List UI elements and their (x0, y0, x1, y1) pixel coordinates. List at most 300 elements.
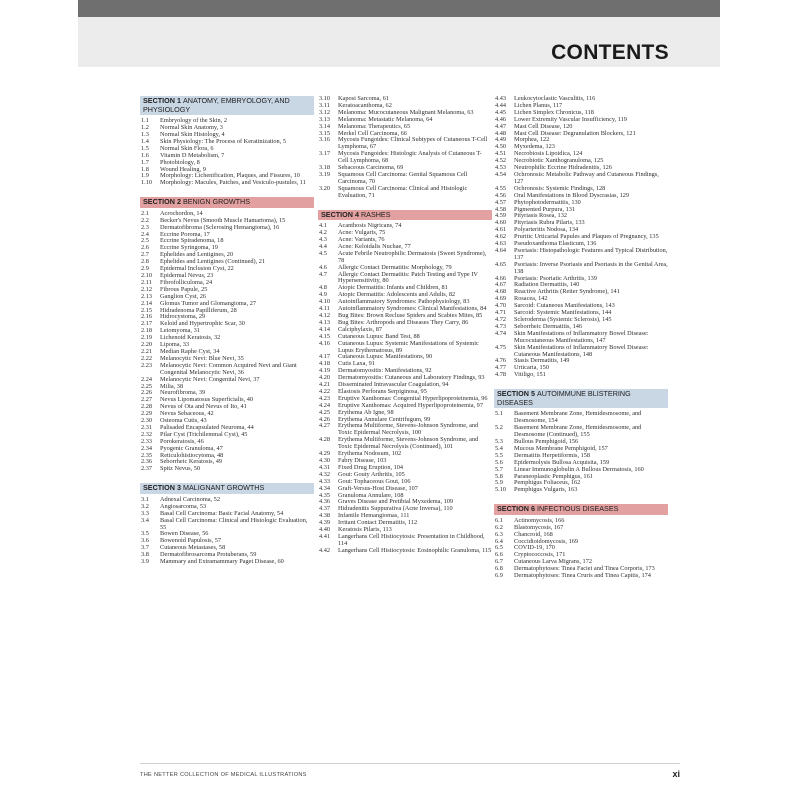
entry-number: 2.8 (141, 258, 149, 266)
entry-title: Merkel Cell Carcinoma, 66 (338, 129, 407, 137)
entry-title: Urticaria, 150 (514, 364, 549, 372)
entry-title: Ochronosis: Metabolic Pathway and Cutaneous Findings, 127 (514, 170, 659, 185)
entry-title: Oral Manifestations in Blood Dyscrasias, 129 (514, 191, 630, 199)
entry-title: Atopic Dermatitis: Infants and Children, 81 (338, 284, 448, 292)
entry-title: Erythema Ab Igne, 98 (338, 408, 394, 416)
entry-number: 3.18 (319, 164, 331, 172)
entry-number: 2.31 (141, 423, 153, 431)
toc-entry[interactable] (318, 186, 492, 200)
entry-title: Ganglion Cyst, 26 (160, 292, 207, 300)
entry-number: 4.9 (319, 291, 327, 299)
entry-number: 4.17 (319, 353, 331, 361)
entry-title: Calciphylaxis, 87 (338, 325, 383, 333)
entry-number: 4.36 (319, 498, 331, 506)
entry-number: 4.62 (495, 233, 507, 241)
section-name: ANATOMY, EMBRYOLOGY, AND PHYSIOLOGY (143, 96, 290, 114)
entry-title: Mucous Membrane Pemphigoid, 157 (514, 444, 608, 452)
entry-number: 4.10 (319, 298, 331, 306)
entry-title: Lichen Simplex Chronicus, 118 (514, 108, 594, 116)
entry-title: COVID-19, 170 (514, 544, 555, 552)
entry-title: Disseminated Intravascular Coagulation, 94 (338, 381, 449, 389)
toc-entry[interactable] (318, 137, 492, 151)
entry-title: Hidradenoma Papilliferum, 28 (160, 306, 237, 314)
entry-number: 4.39 (319, 519, 331, 527)
entry-number: 4.72 (495, 316, 507, 323)
entry-title: Melanoma: Therapeutics, 65 (338, 122, 411, 130)
entry-number: 4.8 (319, 284, 327, 292)
toc-entry[interactable] (318, 272, 492, 286)
toc-entry[interactable] (494, 425, 668, 439)
entry-title: Paraneoplastic Pemphigus, 161 (514, 472, 593, 480)
entry-number: 4.1 (319, 222, 327, 230)
entry-number: 6.9 (495, 572, 503, 580)
entry-title: Phytophotodermatitis, 130 (514, 198, 581, 206)
entry-number: 4.32 (319, 470, 331, 478)
footer-text: THE NETTER COLLECTION OF MEDICAL ILLUSTRATIONS (140, 772, 307, 778)
entry-number: 2.19 (141, 334, 153, 342)
entry-title: Ochronosis: Systemic Findings, 128 (514, 184, 606, 192)
entry-title: Osteoma Cutis, 43 (160, 417, 207, 425)
toc-section (318, 210, 492, 555)
entry-number: 4.11 (319, 305, 330, 313)
toc-entry[interactable] (318, 423, 492, 437)
entry-number: 2.30 (141, 417, 153, 425)
entry-number: 4.18 (319, 360, 331, 368)
entry-number: 2.20 (141, 341, 153, 349)
entry-title: Pseudoxanthoma Elasticum, 136 (514, 240, 597, 248)
entry-number: 4.44 (495, 101, 507, 109)
entry-title: Photobiology, 8 (160, 158, 200, 166)
entry-number: 1.6 (141, 151, 149, 159)
entry-number: 4.58 (495, 205, 507, 213)
entry-number: 3.7 (141, 544, 149, 552)
entry-number: 4.3 (319, 236, 327, 243)
entry-number: 3.2 (141, 502, 149, 510)
entry-number: 4.53 (495, 164, 507, 172)
entry-number: 4.21 (319, 381, 331, 389)
entry-number: 4.78 (495, 371, 507, 379)
entry-number: 4.73 (495, 322, 507, 330)
entry-title: Acute Febrile Neutrophilic Dermatosis (Sweet Syndrome), 78 (338, 249, 487, 264)
entry-title: Normal Skin Flora, 6 (160, 144, 214, 152)
entry-title: Basal Cell Carcinoma: Basic Facial Anatomy, 54 (160, 509, 284, 517)
entry-number: 6.7 (495, 558, 503, 566)
entry-number: 4.24 (319, 401, 331, 409)
entry-title: Cutaneous Larva Migrans, 172 (514, 558, 592, 566)
entry-number: 3.17 (319, 150, 331, 158)
entry-title: Nevus Lipomatosus Superficialis, 40 (160, 396, 254, 404)
entry-number: 3.3 (141, 509, 149, 517)
page-title: CONTENTS (551, 41, 669, 64)
entry-title: Mycosis Fungoides: Histologic Analysis of Cutaneous T-Cell Lymphoma, 68 (338, 150, 482, 165)
toc-entry[interactable] (140, 363, 314, 377)
entry-number: 4.63 (495, 240, 507, 248)
entry-title: Pemphigus Vulgaris, 163 (514, 486, 578, 494)
entry-title: Cutis Laxa, 91 (338, 360, 375, 368)
entry-title: Bullous Pemphigoid, 156 (514, 437, 579, 445)
entry-title: Psoriasis: Inverse Psoriasis and Psoriasis in the Genital Area, 138 (514, 260, 668, 275)
entry-number: 2.4 (141, 230, 149, 238)
entry-number: 4.25 (319, 408, 331, 416)
section-heading[interactable] (140, 483, 314, 494)
entry-title: Melanoma: Metastatic Melanoma, 64 (338, 115, 433, 123)
section-label: SECTION 4 (321, 209, 359, 219)
toc-entry[interactable] (318, 341, 492, 355)
entry-number: 2.9 (141, 265, 149, 273)
entry-number: 1.9 (141, 172, 149, 180)
entry-title: Rosacea, 142 (514, 295, 548, 303)
entry-number: 4.4 (319, 242, 327, 250)
entry-number: 4.54 (495, 170, 507, 178)
entry-number: 1.4 (141, 137, 149, 145)
entry-number: 4.61 (495, 226, 507, 234)
entry-number: 6.5 (495, 544, 503, 552)
entry-title: Cutaneous Metastases, 58 (160, 544, 226, 552)
entry-title: Ephelides and Lentigines (Continued), 21 (160, 258, 266, 266)
entry-title: Wound Healing, 9 (160, 165, 206, 173)
section-label: SECTION 6 (497, 504, 535, 514)
entry-number: 4.16 (319, 339, 331, 347)
entry-title: Mast Cell Disease: Degranulation Blockers, 121 (514, 129, 636, 137)
entry-title: Cutaneous Lupus: Systemic Manifestations of Systemic Lupus Erythematosus, 89 (338, 339, 479, 354)
entry-title: Neutrophilic Eccrine Hidradenitis, 126 (514, 164, 612, 172)
entry-title: Pyogenic Granuloma, 47 (160, 444, 223, 452)
entry-title: Palisaded Encapsulated Neuroma, 44 (160, 423, 254, 431)
entry-title: Vitiligo, 151 (514, 371, 546, 379)
entry-number: 4.30 (319, 457, 331, 464)
section-heading[interactable] (494, 389, 668, 408)
section-label: SECTION 2 (143, 197, 181, 207)
entry-title: Radiation Dermatitis, 140 (514, 281, 580, 289)
entry-title: Keratoacanthoma, 62 (338, 101, 392, 109)
entry-title: Bowen Disease, 56 (160, 530, 209, 538)
entry-number: 4.43 (495, 95, 507, 102)
entry-title: Epidermal Inclusion Cyst, 22 (160, 265, 234, 273)
entry-number: 4.23 (319, 394, 331, 402)
entry-title: Mammary and Extramammary Paget Disease, 60 (160, 558, 284, 566)
entry-title: Myxedema, 123 (514, 143, 555, 151)
entry-number: 4.2 (319, 229, 327, 237)
toc-section (140, 96, 314, 187)
toc-entry[interactable] (494, 172, 668, 186)
contents-page (78, 0, 720, 800)
entry-number: 4.65 (495, 260, 507, 268)
entry-number: 4.56 (495, 191, 507, 199)
entry-number: 5.4 (495, 444, 503, 452)
entry-title: Sarcoid: Cutaneous Manifestations, 143 (514, 302, 615, 310)
toc-entry[interactable] (494, 248, 668, 262)
entry-title: Vitamin D Metabolism, 7 (160, 151, 225, 159)
entry-title: Irritant Contact Dermatitis, 112 (338, 519, 418, 527)
entry-title: Basement Membrane Zone, Hemidesmosome, and Desmosome, 154 (514, 410, 642, 425)
section-name: BENIGN GROWTHS (182, 197, 251, 207)
entry-title: Kaposi Sarcoma, 61 (338, 95, 389, 102)
toc-entry[interactable] (140, 518, 314, 532)
toc-section (318, 96, 492, 200)
entry-number: 4.67 (495, 281, 507, 289)
entry-number: 5.10 (495, 486, 507, 494)
toc-entry[interactable] (494, 573, 668, 580)
entry-number: 3.9 (141, 558, 149, 566)
entry-number: 4.77 (495, 364, 507, 372)
entry-number: 2.11 (141, 278, 152, 286)
entry-title: Necrobiotic Xanthogranuloma, 125 (514, 157, 604, 165)
entry-number: 4.5 (319, 249, 327, 257)
entry-number: 2.34 (141, 444, 153, 452)
entry-title: Dermatophytoses: Tinea Cruris and Tinea Capitis, 174 (514, 572, 651, 580)
entry-number: 1.10 (141, 179, 153, 187)
entry-title: Acne: Keloidalis Nuchae, 77 (338, 242, 411, 250)
section-name: AUTOIMMUNE BLISTERING DISEASES (497, 389, 631, 407)
entry-title: Bug Bites: Arthropods and Diseases They Carry, 86 (338, 318, 469, 326)
section-label: SECTION 3 (143, 483, 181, 493)
entry-number: 2.37 (141, 465, 153, 473)
entry-title: Mast Cell Disease, 120 (514, 122, 573, 130)
entry-number: 2.26 (141, 389, 153, 397)
entry-title: Dermatophytoses: Tinea Faciei and Tinea Corporis, 173 (514, 565, 655, 573)
entry-number: 2.21 (141, 347, 153, 355)
entry-number: 6.6 (495, 551, 503, 559)
entry-title: Skin Manifestations of Inflammatory Bowel Disease: Mucocutaneous Manifestations, 147 (514, 329, 649, 344)
entry-title: Granuloma Annulare, 108 (338, 491, 404, 499)
entry-title: Morphology: Macules, Patches, and Vesiculo-pustules, 11 (160, 179, 306, 187)
entry-title: Squamous Cell Carcinoma: Genital Squamous Cell Carcinoma, 70 (338, 170, 468, 185)
entry-number: 4.41 (319, 532, 331, 540)
entry-number: 4.15 (319, 332, 331, 340)
section-name: INFECTIOUS DISEASES (536, 504, 619, 514)
entry-title: Langerhans Cell Histiocytosis: Eosinophilic Granuloma, 115 (338, 546, 492, 554)
entry-number: 4.71 (495, 309, 507, 317)
entry-number: 2.32 (141, 430, 153, 438)
section-heading[interactable] (140, 197, 314, 208)
entry-number: 6.2 (495, 523, 503, 531)
toc-entry[interactable] (318, 251, 492, 265)
entry-number: 4.7 (319, 270, 327, 278)
entry-number: 4.48 (495, 129, 507, 137)
entry-title: Dermatomyositis: Cutaneous and Laboratory Findings, 93 (338, 374, 485, 382)
entry-title: Infantile Hemangiomas, 111 (338, 512, 410, 520)
entry-title: Pityriasis Rosea, 132 (514, 212, 567, 220)
entry-title: Blastomycosis, 167 (514, 523, 564, 531)
entry-number: 4.22 (319, 387, 331, 395)
toc-section (140, 197, 314, 473)
entry-number: 2.29 (141, 410, 153, 418)
entry-title: Basement Membrane Zone, Hemidesmosome, and Desmosome (Continued), 155 (514, 424, 642, 439)
entry-number: 1.8 (141, 165, 149, 173)
section-heading[interactable] (318, 210, 492, 221)
entry-number: 4.34 (319, 484, 331, 492)
entry-title: Autoinflammatory Syndromes: Clinical Manifestations, 84 (338, 305, 487, 313)
entry-number: 4.75 (495, 343, 507, 351)
entry-number: 3.6 (141, 537, 149, 545)
section-name: RASHES (360, 209, 391, 219)
entry-title: Bug Bites: Brown Recluse Spiders and Scabies Mites, 85 (338, 311, 483, 319)
entry-title: Leukocytoclastic Vasculitis, 116 (514, 95, 596, 102)
entry-title: Squamous Cell Carcinoma: Clinical and Histologic Evaluation, 71 (338, 184, 468, 199)
entry-title: Erythema Multiforme, Stevens-Johnson Syndrome, and Toxic Epidermal Necrolysis, 100 (338, 422, 479, 437)
entry-number: 4.29 (319, 450, 331, 458)
entry-title: Fibrofolliculoma, 24 (160, 278, 213, 286)
entry-number: 3.16 (319, 136, 331, 144)
entry-number: 4.37 (319, 505, 331, 513)
entry-number: 5.2 (495, 424, 503, 432)
entry-number: 2.13 (141, 292, 153, 300)
entry-title: Acne: Vulgaris, 75 (338, 229, 386, 237)
entry-title: Pigmented Purpura, 131 (514, 205, 576, 213)
entry-title: Fabry Disease, 103 (338, 457, 387, 464)
entry-number: 4.27 (319, 422, 331, 430)
entry-number: 5.6 (495, 458, 503, 466)
entry-number: 6.1 (495, 516, 503, 524)
entry-number: 2.2 (141, 216, 149, 224)
entry-title: Graft-Versus-Host Disease, 107 (338, 484, 418, 492)
entry-title: Seborrheic Dermatitis, 146 (514, 322, 583, 330)
entry-title: Neurofibroma, 39 (160, 389, 206, 397)
entry-title: Porokeratosis, 46 (160, 437, 204, 445)
entry-number: 6.8 (495, 565, 503, 573)
toc-section (140, 483, 314, 566)
toc-entry[interactable] (318, 534, 492, 548)
entry-number: 4.74 (495, 329, 507, 337)
toc-entry[interactable] (494, 411, 668, 425)
entry-title: Chancroid, 168 (514, 530, 553, 538)
section-heading[interactable] (494, 504, 668, 515)
entry-number: 4.13 (319, 318, 331, 326)
entry-title: Nevus of Ota and Nevus of Ito, 41 (160, 403, 247, 411)
entry-number: 4.50 (495, 143, 507, 151)
entry-number: 4.14 (319, 325, 331, 333)
entry-number: 4.12 (319, 311, 331, 319)
toc-entry[interactable] (318, 172, 492, 186)
entry-title: Acrochordon, 14 (160, 209, 203, 217)
toc-entry[interactable] (494, 262, 668, 276)
entry-title: Erythema Nodosum, 102 (338, 450, 402, 458)
entry-title: Eruptive Xanthomas: Acquired Hyperlipoproteinemia, 97 (338, 401, 483, 409)
entry-title: Lower Extremity Vascular Insufficiency, 119 (514, 115, 627, 123)
entry-number: 2.23 (141, 361, 153, 369)
toc-entry[interactable] (494, 372, 668, 379)
entry-title: Pemphigus Foliaceus, 162 (514, 479, 581, 487)
entry-title: Pilar Cyst (Trichilemmal Cyst), 45 (160, 430, 248, 438)
entry-number: 4.46 (495, 115, 507, 123)
entry-title: Reactive Arthritis (Reiter Syndrome), 141 (514, 288, 620, 296)
toc-entry[interactable] (318, 548, 492, 555)
entry-title: Gout: Tophaceous Gout, 106 (338, 477, 411, 485)
entry-title: Coccidioidomycosis, 169 (514, 537, 579, 545)
entry-title: Lipoma, 33 (160, 341, 190, 349)
footer (140, 763, 680, 780)
entry-number: 1.1 (141, 117, 149, 125)
toc-entry[interactable] (494, 345, 668, 359)
entry-number: 4.52 (495, 157, 507, 165)
entry-title: Eccrine Spiradenoma, 18 (160, 237, 224, 245)
entry-title: Skin Manifestations of Inflammatory Bowel Disease: Cutaneous Manifestations, 148 (514, 343, 649, 358)
entry-number: 4.35 (319, 491, 331, 499)
entry-title: Normal Skin Anatomy, 3 (160, 124, 223, 132)
entry-title: Linear Immunoglobulin A Bullous Dermatosis, 160 (514, 465, 644, 473)
toc-entry[interactable] (494, 487, 668, 494)
entry-number: 4.60 (495, 219, 507, 227)
entry-number: 3.15 (319, 129, 331, 137)
entry-number: 2.17 (141, 320, 153, 328)
entry-number: 2.18 (141, 327, 153, 335)
entry-title: Scleroderma (Systemic Sclerosis), 145 (514, 316, 612, 323)
entry-title: Dermatofibroma (Sclerosing Hemangioma), 16 (160, 223, 280, 231)
toc-column-1 (140, 96, 314, 576)
entry-title: Eruptive Xanthomas: Congenital Hyperlipoproteinemia, 96 (338, 394, 488, 402)
entry-number: 4.38 (319, 512, 331, 520)
entry-title: Fibrous Papule, 25 (160, 285, 208, 293)
entry-number: 4.47 (495, 122, 507, 130)
entry-title: Dermatitis Herpetiformis, 158 (514, 451, 591, 459)
entry-number: 2.3 (141, 223, 149, 231)
toc-entry[interactable] (318, 437, 492, 451)
entry-title: Lichenoid Keratosis, 32 (160, 334, 221, 342)
toc-entry[interactable] (140, 180, 314, 187)
entry-title: Leiomyoma, 31 (160, 327, 200, 335)
entry-number: 1.7 (141, 158, 149, 166)
entry-number: 2.7 (141, 251, 149, 259)
entry-title: Morphea, 122 (514, 136, 550, 144)
entry-title: Melanocytic Nevi: Common Acquired Nevi and Giant Congenital Melanocytic Nevi, 36 (160, 361, 297, 376)
toc-entry[interactable] (140, 466, 314, 473)
page-number: xi (672, 769, 680, 779)
toc-section (494, 389, 668, 494)
entry-number: 4.40 (319, 526, 331, 534)
entry-title: Cutaneous Lupus: Band Test, 88 (338, 332, 420, 340)
entry-title: Sebaceous Carcinoma, 69 (338, 164, 404, 172)
entry-number: 4.59 (495, 212, 507, 220)
entry-number: 2.5 (141, 237, 149, 245)
entry-title: Embryology of the Skin, 2 (160, 117, 227, 125)
entry-number: 2.35 (141, 451, 153, 459)
entry-number: 3.14 (319, 122, 331, 130)
entry-title: Melanocytic Nevi: Congenital Nevi, 37 (160, 375, 260, 383)
entry-title: Necrobiosis Lipoidica, 124 (514, 150, 583, 158)
entry-number: 2.27 (141, 396, 153, 404)
entry-number: 4.6 (319, 263, 327, 271)
entry-title: Allergic Contact Dermatitis: Patch Testing and Type IV Hypersensitivity, 80 (338, 270, 478, 285)
toc-entry[interactable] (318, 151, 492, 165)
entry-title: Atopic Dermatitis: Adolescents and Adults, 82 (338, 291, 456, 299)
entry-number: 5.7 (495, 465, 503, 473)
entry-number: 4.70 (495, 302, 507, 310)
toc-entry[interactable] (140, 559, 314, 566)
entry-number: 1.2 (141, 124, 149, 132)
toc-entry[interactable] (494, 331, 668, 345)
entry-number: 3.20 (319, 184, 331, 192)
entry-title: Keratosis Pilaris, 113 (338, 526, 392, 534)
entry-number: 3.10 (319, 95, 331, 102)
entry-number: 2.1 (141, 209, 149, 217)
entry-title: Acne: Variants, 76 (338, 236, 385, 243)
entry-number: 5.3 (495, 437, 503, 445)
entry-title: Epidermal Nevus, 23 (160, 272, 214, 279)
entry-number: 4.76 (495, 357, 507, 365)
entry-title: Epidermolysis Bullosa Acquisita, 159 (514, 458, 610, 466)
entry-title: Becker's Nevus (Smooth Muscle Hamartoma), 15 (160, 216, 286, 224)
entry-title: Median Raphe Cyst, 34 (160, 347, 220, 355)
entry-number: 3.12 (319, 108, 331, 116)
entry-title: Adnexal Carcinoma, 52 (160, 495, 220, 503)
section-heading[interactable] (140, 96, 314, 115)
section-label: SECTION 1 (143, 96, 181, 105)
entry-number: 2.15 (141, 306, 153, 314)
entry-title: Erythema Annulare Centrifugum, 99 (338, 415, 431, 423)
entry-number: 4.68 (495, 288, 507, 296)
entry-title: Erythema Multiforme, Stevens-Johnson Syndrome, and Toxic Epidermal Necrolysis (Continued), 101 (338, 436, 479, 451)
entry-number: 4.49 (495, 136, 507, 144)
